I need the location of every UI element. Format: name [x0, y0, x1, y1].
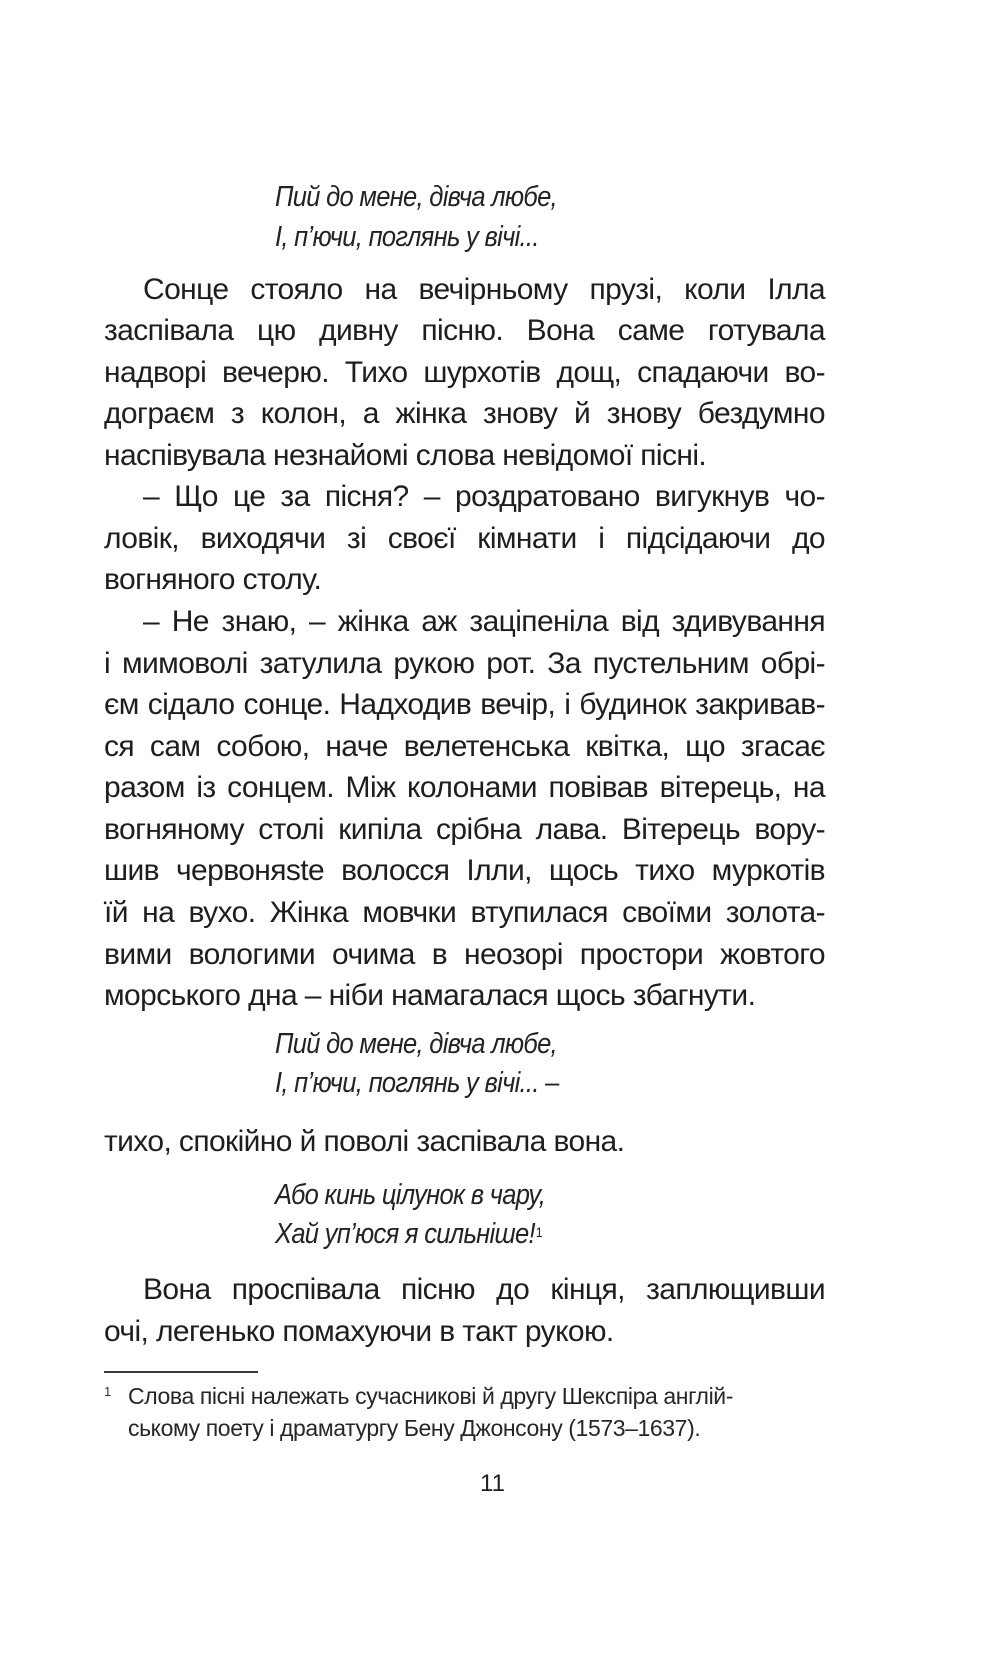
footnote-line: Слова пісні належать сучасникові й другу Шекспіра англій-	[128, 1383, 733, 1409]
paragraph-line: Вона проспівала пісню до кінця, заплющивши	[143, 1273, 825, 1306]
paragraph-line: і мимоволі затулила рукою рот. За пустельним обрі-	[104, 647, 825, 680]
verse-line	[275, 1214, 542, 1254]
verse-line: Пий до мене, дівча любе,	[275, 181, 557, 213]
paragraph-line: їй на вухо. Жінка мовчки втупилася своїми золота-	[104, 896, 825, 929]
paragraph-line: вими вологими очима в неозорі простори жовтого	[104, 938, 825, 971]
paragraph-line: тихо, спокійно й поволі заспівала вона.	[104, 1125, 625, 1158]
paragraph-line: шив червоняste волосся Ілли, щось тихо муркотів	[104, 854, 825, 887]
paragraph-line: заспівала цю дивну пісню. Вона саме готувала	[104, 314, 825, 347]
footnote-reference[interactable]: 1	[535, 1224, 542, 1240]
verse-line: Або кинь цілунок в чару,	[275, 1179, 546, 1211]
paragraph-line: єм сідало сонце. Надходив вечір, і будинок закривав-	[104, 688, 825, 721]
paragraph-line: очі, легенько помахуючи в такт рукою.	[104, 1315, 614, 1348]
verse-line: Пий до мене, дівча любе,	[275, 1028, 557, 1060]
paragraph-line: – Не знаю, – жінка аж заціпеніла від здивування	[143, 605, 825, 638]
paragraph-line: дограєм з колон, а жінка знову й знову бездумно	[104, 397, 825, 430]
paragraph-line: вогняного столу.	[104, 563, 322, 596]
paragraph-line: разом із сонцем. Між колонами повівав вітерець, на	[104, 771, 825, 804]
paragraph-line: надворі вечерю. Тихо шурхотів дощ, спадаючи во-	[104, 356, 825, 389]
footnote-line: ському поету і драматургу Бену Джонсону (1573–1637).	[128, 1415, 701, 1441]
paragraph-line: вогняному столі кипіла срібна лава. Вітерець вору-	[104, 813, 825, 846]
verse-line: І, п’ючи, поглянь у вічі...	[275, 221, 539, 253]
paragraph-line: Сонце стояло на вечірньому прузі, коли Ілла	[143, 273, 825, 306]
verse-line: І, п’ючи, поглянь у вічі... –	[275, 1067, 559, 1099]
paragraph-line: наспівувала незнайомі слова невідомої пісні.	[104, 439, 707, 472]
verse-text: Хай уп’юся я сильніше!	[275, 1218, 535, 1250]
paragraph-line: морського дна – ніби намагалася щось збагнути.	[104, 979, 756, 1012]
page-number: 11	[480, 1470, 505, 1497]
paragraph-line: – Що це за пісня? – роздратовано вигукнув чо-	[143, 480, 825, 513]
paragraph-line: ся сам собою, наче велетенська квітка, що згасає	[104, 730, 825, 763]
footnote-separator	[104, 1371, 258, 1373]
paragraph-line: ловік, виходячи зі своєї кімнати і підсідаючи до	[104, 522, 825, 555]
footnote-mark: 1	[104, 1384, 112, 1399]
